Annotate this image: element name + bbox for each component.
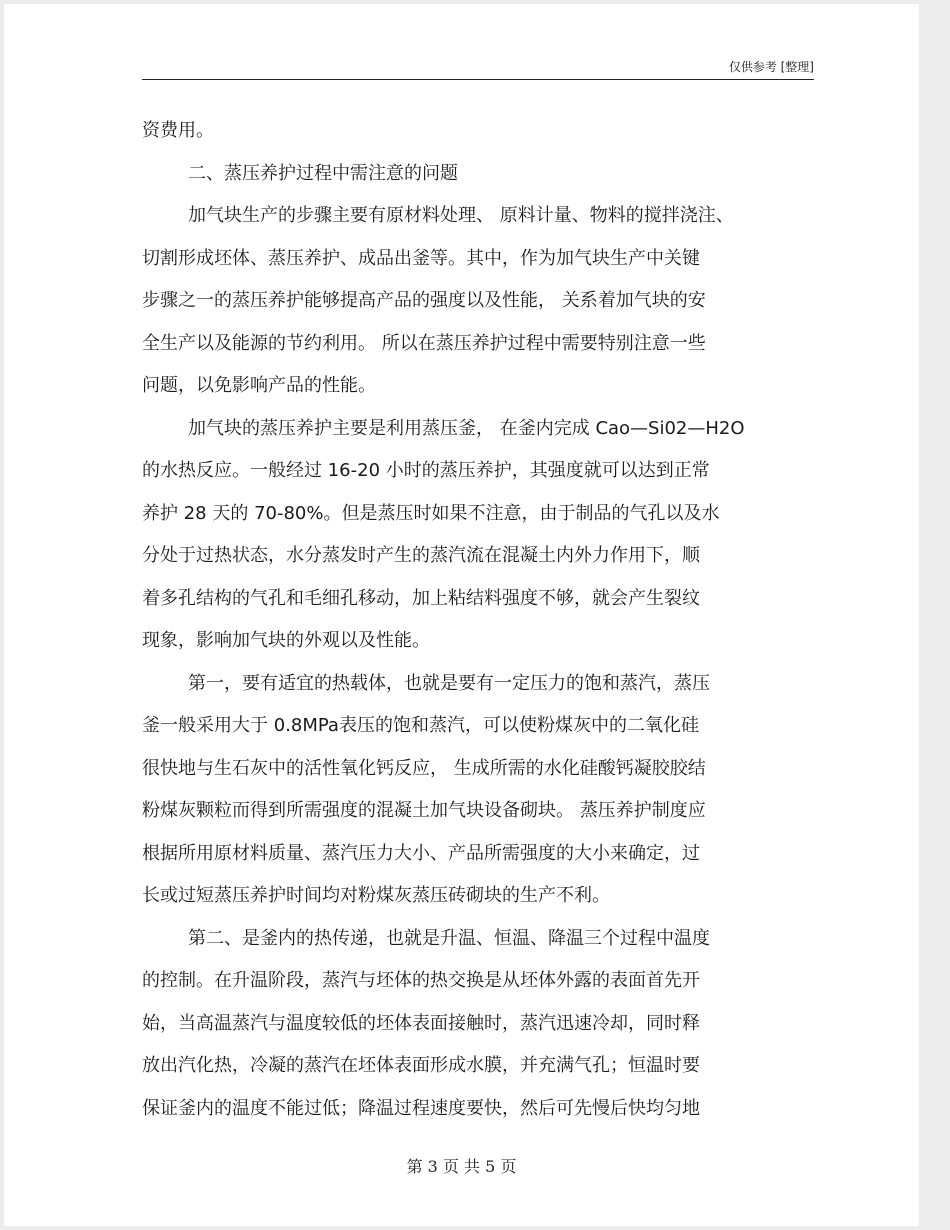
text-line: 的水热反应。一般经过 16-20 小时的蒸压养护，其强度就可以达到正常 (142, 460, 710, 481)
text-line: 第一，要有适宜的热载体，也就是要有一定压力的饱和蒸汽，蒸压 (188, 672, 710, 694)
text-line: 放出汽化热，冷凝的蒸汽在坯体表面形成水膜，并充满气孔；恒温时要 (142, 1055, 700, 1076)
text-line: 长或过短蒸压养护时间均对粉煤灰蒸压砖砌块的生产不利。 (142, 885, 610, 906)
text-line: 资费用。 (142, 120, 214, 141)
page-header (142, 59, 814, 80)
text-line: 加气块的蒸压养护主要是利用蒸压釜， 在釜内完成 Cao—Si02—H2O (188, 417, 745, 439)
text-line: 第二、是釜内的热传递，也就是升温、恒温、降温三个过程中温度 (188, 927, 710, 949)
text-line: 现象，影响加气块的外观以及性能。 (142, 630, 430, 651)
text-line: 二、蒸压养护过程中需注意的问题 (188, 162, 458, 184)
text-line: 步骤之一的蒸压养护能够提高产品的强度以及性能， 关系着加气块的安 (142, 290, 706, 311)
document-page (4, 4, 919, 1226)
text-line: 的控制。在升温阶段，蒸汽与坯体的热交换是从坯体外露的表面首先开 (142, 970, 700, 991)
text-line: 釜一般采用大于 0.8MPa表压的饱和蒸汽，可以使粉煤灰中的二氧化硅 (142, 715, 699, 736)
text-line: 养护 28 天的 70-80%。但是蒸压时如果不注意，由于制品的气孔以及水 (142, 502, 720, 524)
page-footer: 第 3 页 共 5 页 (406, 1157, 517, 1176)
text-line: 很快地与生石灰中的活性氧化钙反应， 生成所需的水化硅酸钙凝胶胶结 (142, 757, 706, 779)
text-line: 粉煤灰颗粒而得到所需强度的混凝土加气块设备砌块。 蒸压养护制度应 (142, 800, 706, 821)
text-line: 根据所用原材料质量、蒸汽压力大小、产品所需强度的大小来确定，过 (142, 842, 700, 864)
text-line: 保证釜内的温度不能过低；降温过程速度要快，然后可先慢后快均匀地 (142, 1097, 700, 1119)
header-note: 仅供参考 [整理] (728, 60, 814, 74)
text-line: 着多孔结构的气孔和毛细孔移动，加上粘结料强度不够，就会产生裂纹 (142, 587, 700, 609)
text-line: 切割形成坯体、蒸压养护、成品出釜等。其中，作为加气块生产中关键 (142, 247, 700, 269)
text-line: 始，当高温蒸汽与温度较低的坯体表面接触时，蒸汽迅速冷却，同时释 (142, 1012, 700, 1034)
text-line: 问题，以免影响产品的性能。 (142, 375, 376, 396)
text-line: 加气块生产的步骤主要有原材料处理、 原料计量、物料的搅拌浇注、 (188, 205, 734, 226)
text-line: 全生产以及能源的节约利用。 所以在蒸压养护过程中需要特别注意一些 (142, 332, 706, 354)
text-line: 分处于过热状态，水分蒸发时产生的蒸汽流在混凝土内外力作用下，顺 (142, 545, 700, 566)
document-body (142, 117, 842, 1137)
